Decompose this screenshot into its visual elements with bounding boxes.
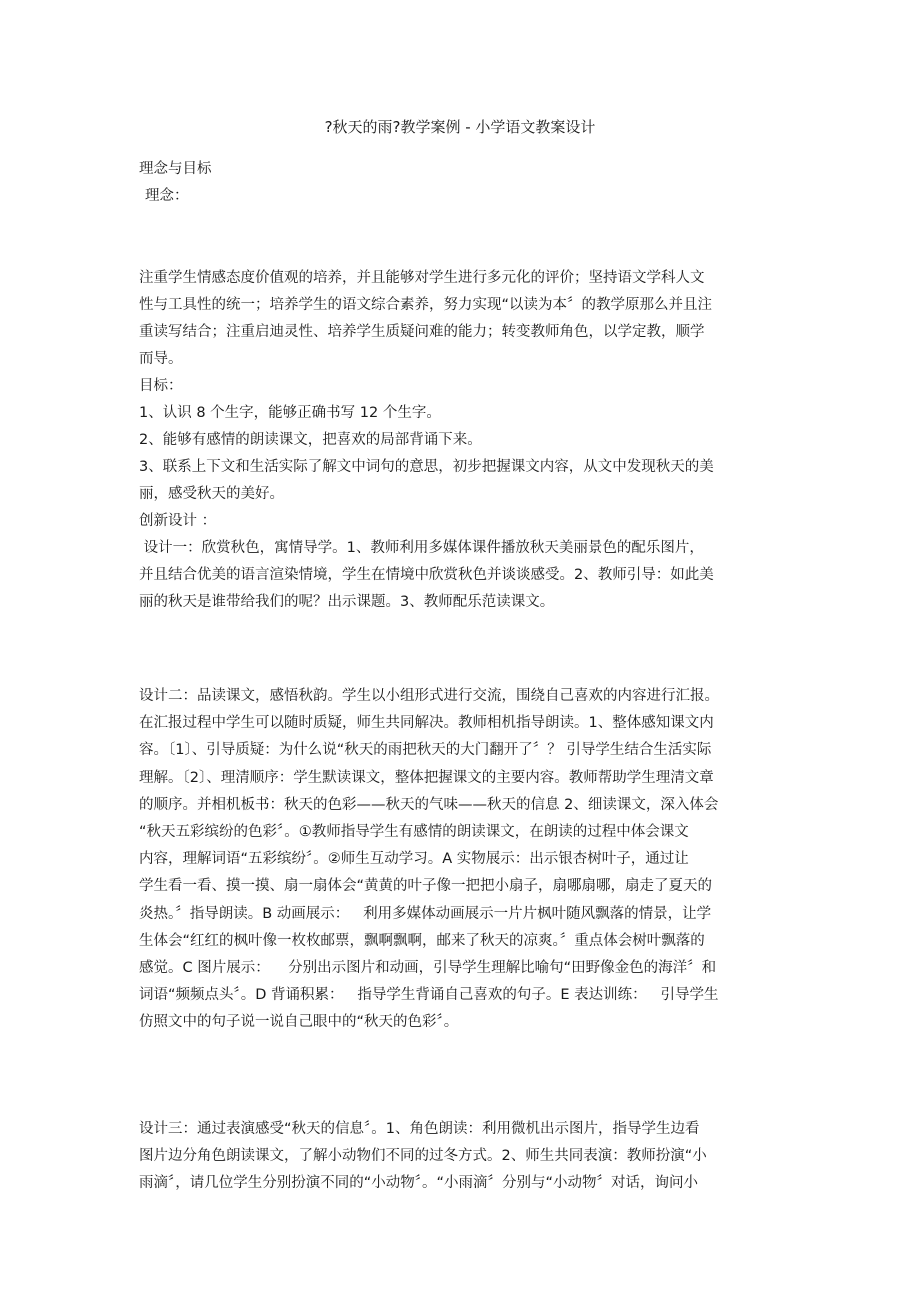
design2-line: 生体会“红红的枫叶像一枚枚邮票，飘啊飘啊，邮来了秋天的凉爽。〞重点体会树叶飘落的 [139,932,705,949]
design3-paragraph [139,1116,789,1198]
section-heading: 理念与目标 [139,161,212,177]
concept-label: 理念： [145,188,189,204]
design2-line: 内容，理解词语“五彩缤纷〞。②师生互动学习。A 实物展示：出示银杏树叶子，通过让 [139,851,689,868]
innovation-label: 创新设计 ： [139,513,217,529]
concept-line: 重读写结合；注重启迪灵性、培养学生质疑问难的能力；转变教师角色，以学定教，顺学 [139,324,705,340]
goals-label: 目标： [139,378,183,394]
goal-line: 1、认识 8 个生字，能够正确书写 12 个生字。 [139,405,441,421]
goal-line: 丽，感受秋天的美好。 [139,486,284,502]
design2-line: 仿照文中的句子说一说自己眼中的“秋天的色彩〞。 [139,1014,459,1031]
design1-line: 并且结合优美的语言渲染情境，学生在情境中欣赏秋色并谈谈感受。2、教师引导：如此美 [139,567,714,583]
design3-line: 设计三：通过表演感受“秋天的信息〞。1、角色朗读：利用微机出示图片，指导学生边看 [139,1121,700,1137]
design2-line: 词语“频频点头〞。D 背诵积累： 指导学生背诵自己喜欢的句子。E 表达训练： 引导学生 [139,987,719,1004]
design2-paragraph [139,683,789,1036]
concept-line: 而导。 [139,351,183,367]
design2-line: 理解。〔2〕、理清顺序：学生默读课文，整体把握课文的主要内容。教师帮助学生理清文章 [139,769,714,786]
document-title: ?秋天的雨?教学案例 - 小学语文教案设计 [324,118,596,136]
design3-line: 图片边分角色朗读课文，了解小动物们不同的过冬方式。2、师生共同表演：教师扮演“小 [139,1148,707,1165]
design2-line: 设计二：品读课文，感悟秋韵。学生以小组形式进行交流，围绕自己喜欢的内容进行汇报。 [139,688,719,704]
design2-line: 的顺序。并相机板书：秋天的色彩——秋天的气味——秋天的信息 2、细读课文，深入体会 [139,796,719,813]
design2-line: 学生看一看、摸一摸、扇一扇体会“黄黄的叶子像一把把小扇子，扇哪扇哪，扇走了夏天的 [139,878,713,895]
goal-line: 2、能够有感情的朗读课文，把喜欢的局部背诵下来。 [139,432,482,448]
design2-line: 容。〔1〕、引导质疑：为什么说“秋天的雨把秋天的大门翻开了〞？ 引导学生结合生活实际 [139,742,712,759]
design2-line: 在汇报过程中学生可以随时质疑，师生共同解决。教师相机指导朗读。1、整体感知课文内 [139,715,714,732]
concept-paragraph [139,265,789,616]
concept-line: 注重学生情感态度价值观的培养，并且能够对学生进行多元化的评价；坚持语文学科人文 [139,270,705,286]
design2-line: 炎热。〞指导朗读。B 动画展示： 利用多媒体动画展示一片片枫叶随风飘落的情景，让学 [139,905,712,922]
design1-line: 设计一：欣赏秋色，寓情导学。1、教师利用多媒体课件播放秋天美丽景色的配乐图片， [139,540,704,556]
design2-line: “秋天五彩缤纷的色彩〞。①教师指导学生有感情的朗读课文，在朗读的过程中体会课文 [139,823,689,840]
design2-line: 感觉。C 图片展示： 分别出示图片和动画，引导学生理解比喻句“田野像金色的海洋〞和 [139,959,717,976]
section-heading-block [139,156,789,210]
design1-line: 丽的秋天是谁带给我们的呢？出示课题。3、教师配乐范读课文。 [139,594,555,610]
design3-line: 雨滴〞，请几位学生分别扮演不同的“小动物〞。“小雨滴〞分别与“小动物〞对话，询问小 [139,1175,699,1192]
goal-line: 3、联系上下文和生活实际了解文中词句的意思，初步把握课文内容，从文中发现秋天的美 [139,459,714,475]
concept-line: 性与工具性的统一；培养学生的语文综合素养，努力实现“以读为本〞的教学原那么并且注 [139,297,713,313]
